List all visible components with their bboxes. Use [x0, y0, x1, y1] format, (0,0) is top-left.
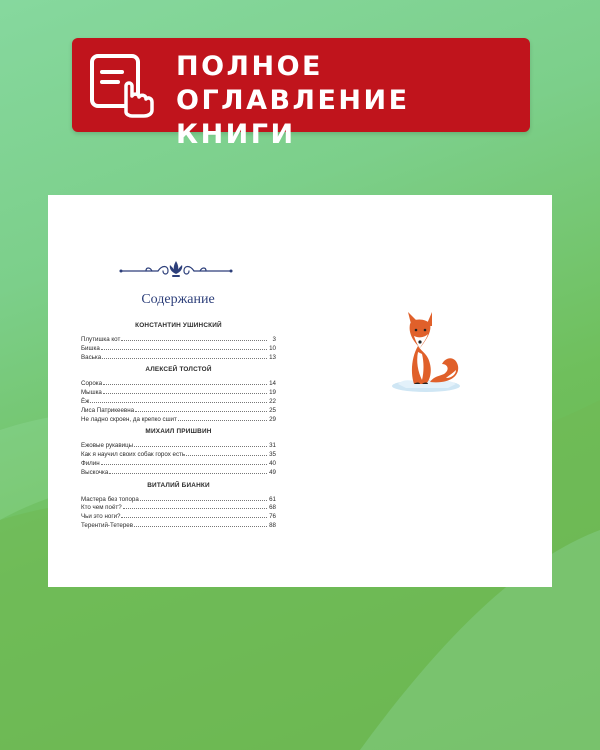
toc-entry-title: Как я научил своих собак горох есть [81, 451, 186, 459]
toc-author: АЛЕКСЕЙ ТОЛСТОЙ [145, 366, 212, 374]
toc-entry-page: 61 [269, 495, 276, 503]
toc-entry-page: 31 [269, 442, 276, 450]
toc-entry-title: Васька [81, 353, 102, 361]
banner-line-1: ПОЛНОЕ [176, 51, 323, 82]
toc-leader-dots [121, 511, 267, 518]
toc-entry-title: Сорока [81, 380, 103, 388]
toc-entry [81, 494, 276, 503]
ornament-divider-icon [118, 259, 234, 281]
banner [72, 38, 530, 150]
toc-leader-dots [140, 494, 267, 501]
fox-illustration [386, 308, 466, 394]
toc-entry [81, 414, 276, 423]
toc-leader-dots [102, 352, 267, 359]
toc-entry [81, 352, 276, 361]
toc-leader-dots [101, 343, 267, 350]
toc-author: МИХАИЛ ПРИШВИН [145, 428, 212, 436]
toc-leader-dots [134, 520, 267, 527]
toc-entry-title: Мышка [81, 389, 102, 397]
toc-entry [81, 405, 276, 414]
toc-entry-title: Лиса Патрикеевна [81, 406, 135, 414]
toc-entry [81, 520, 276, 529]
toc-entry-title: Кто чем поёт? [81, 504, 122, 512]
toc-section [81, 427, 276, 475]
toc-leader-dots [101, 458, 267, 465]
toc-entry-title: Плутишка кот [81, 336, 121, 343]
toc-entry-page: 25 [269, 406, 276, 414]
toc-entry-page: 19 [269, 389, 276, 397]
toc-author: ВИТАЛИЙ БИАНКИ [147, 481, 210, 489]
toc-entry-page: 3 [272, 336, 276, 343]
toc-section [81, 481, 276, 529]
banner-line-2: ОГЛАВЛЕНИЕ КНИГИ [176, 85, 410, 150]
toc-entry-page: 35 [269, 451, 276, 459]
table-of-contents [81, 321, 276, 534]
toc-entry-page: 76 [269, 513, 276, 521]
toc-heading: Содержание [141, 292, 215, 307]
toc-entry-page: 14 [269, 380, 276, 388]
toc-leader-dots [134, 440, 267, 447]
toc-entry [81, 511, 276, 520]
hand-pointing-document-icon [88, 52, 158, 118]
toc-entry [81, 467, 276, 476]
toc-entry-title: Не ладно скроен, да крепко сшит [81, 415, 177, 423]
toc-entry-page: 13 [269, 353, 276, 361]
toc-entry-title: Терентий-Тетерев [81, 521, 134, 529]
toc-entry-title: Ежовые рукавицы [81, 442, 134, 450]
toc-section [81, 321, 276, 360]
toc-leader-dots [121, 334, 267, 341]
toc-leader-dots [123, 502, 267, 509]
toc-entry-page: 88 [269, 521, 276, 529]
toc-leader-dots [103, 387, 267, 394]
toc-entry [81, 387, 276, 396]
toc-entry-page: 10 [269, 344, 276, 352]
toc-entry [81, 440, 276, 449]
toc-leader-dots [103, 378, 267, 385]
toc-entry-page: 49 [269, 468, 276, 476]
toc-leader-dots [90, 396, 267, 403]
toc-leader-dots [135, 405, 267, 412]
toc-entry-page: 40 [269, 459, 276, 467]
toc-entry [81, 502, 276, 511]
book-page [48, 195, 552, 587]
toc-entry [81, 449, 276, 458]
toc-entry-title: Чьи это ноги? [81, 513, 121, 521]
toc-section [81, 365, 276, 422]
toc-entry-page: 68 [269, 504, 276, 512]
toc-entry [81, 396, 276, 405]
toc-entry-title: Бишка [81, 344, 100, 352]
toc-author: КОНСТАНТИН УШИНСКИЙ [135, 322, 222, 329]
toc-entry-title: Выскочка [81, 468, 109, 476]
toc-leader-dots [109, 467, 267, 474]
banner-title [176, 50, 530, 152]
toc-entry-title: Мастера без топора [81, 495, 139, 503]
toc-entry [81, 378, 276, 387]
toc-entry [81, 458, 276, 467]
toc-leader-dots [178, 414, 267, 421]
toc-entry-title: Филин [81, 459, 100, 467]
toc-entry [81, 334, 276, 343]
toc-leader-dots [186, 449, 267, 456]
toc-entry [81, 343, 276, 352]
toc-entry-title: Ёж [81, 397, 90, 405]
toc-entry-page: 29 [269, 415, 276, 423]
toc-entry-page: 22 [269, 397, 276, 405]
